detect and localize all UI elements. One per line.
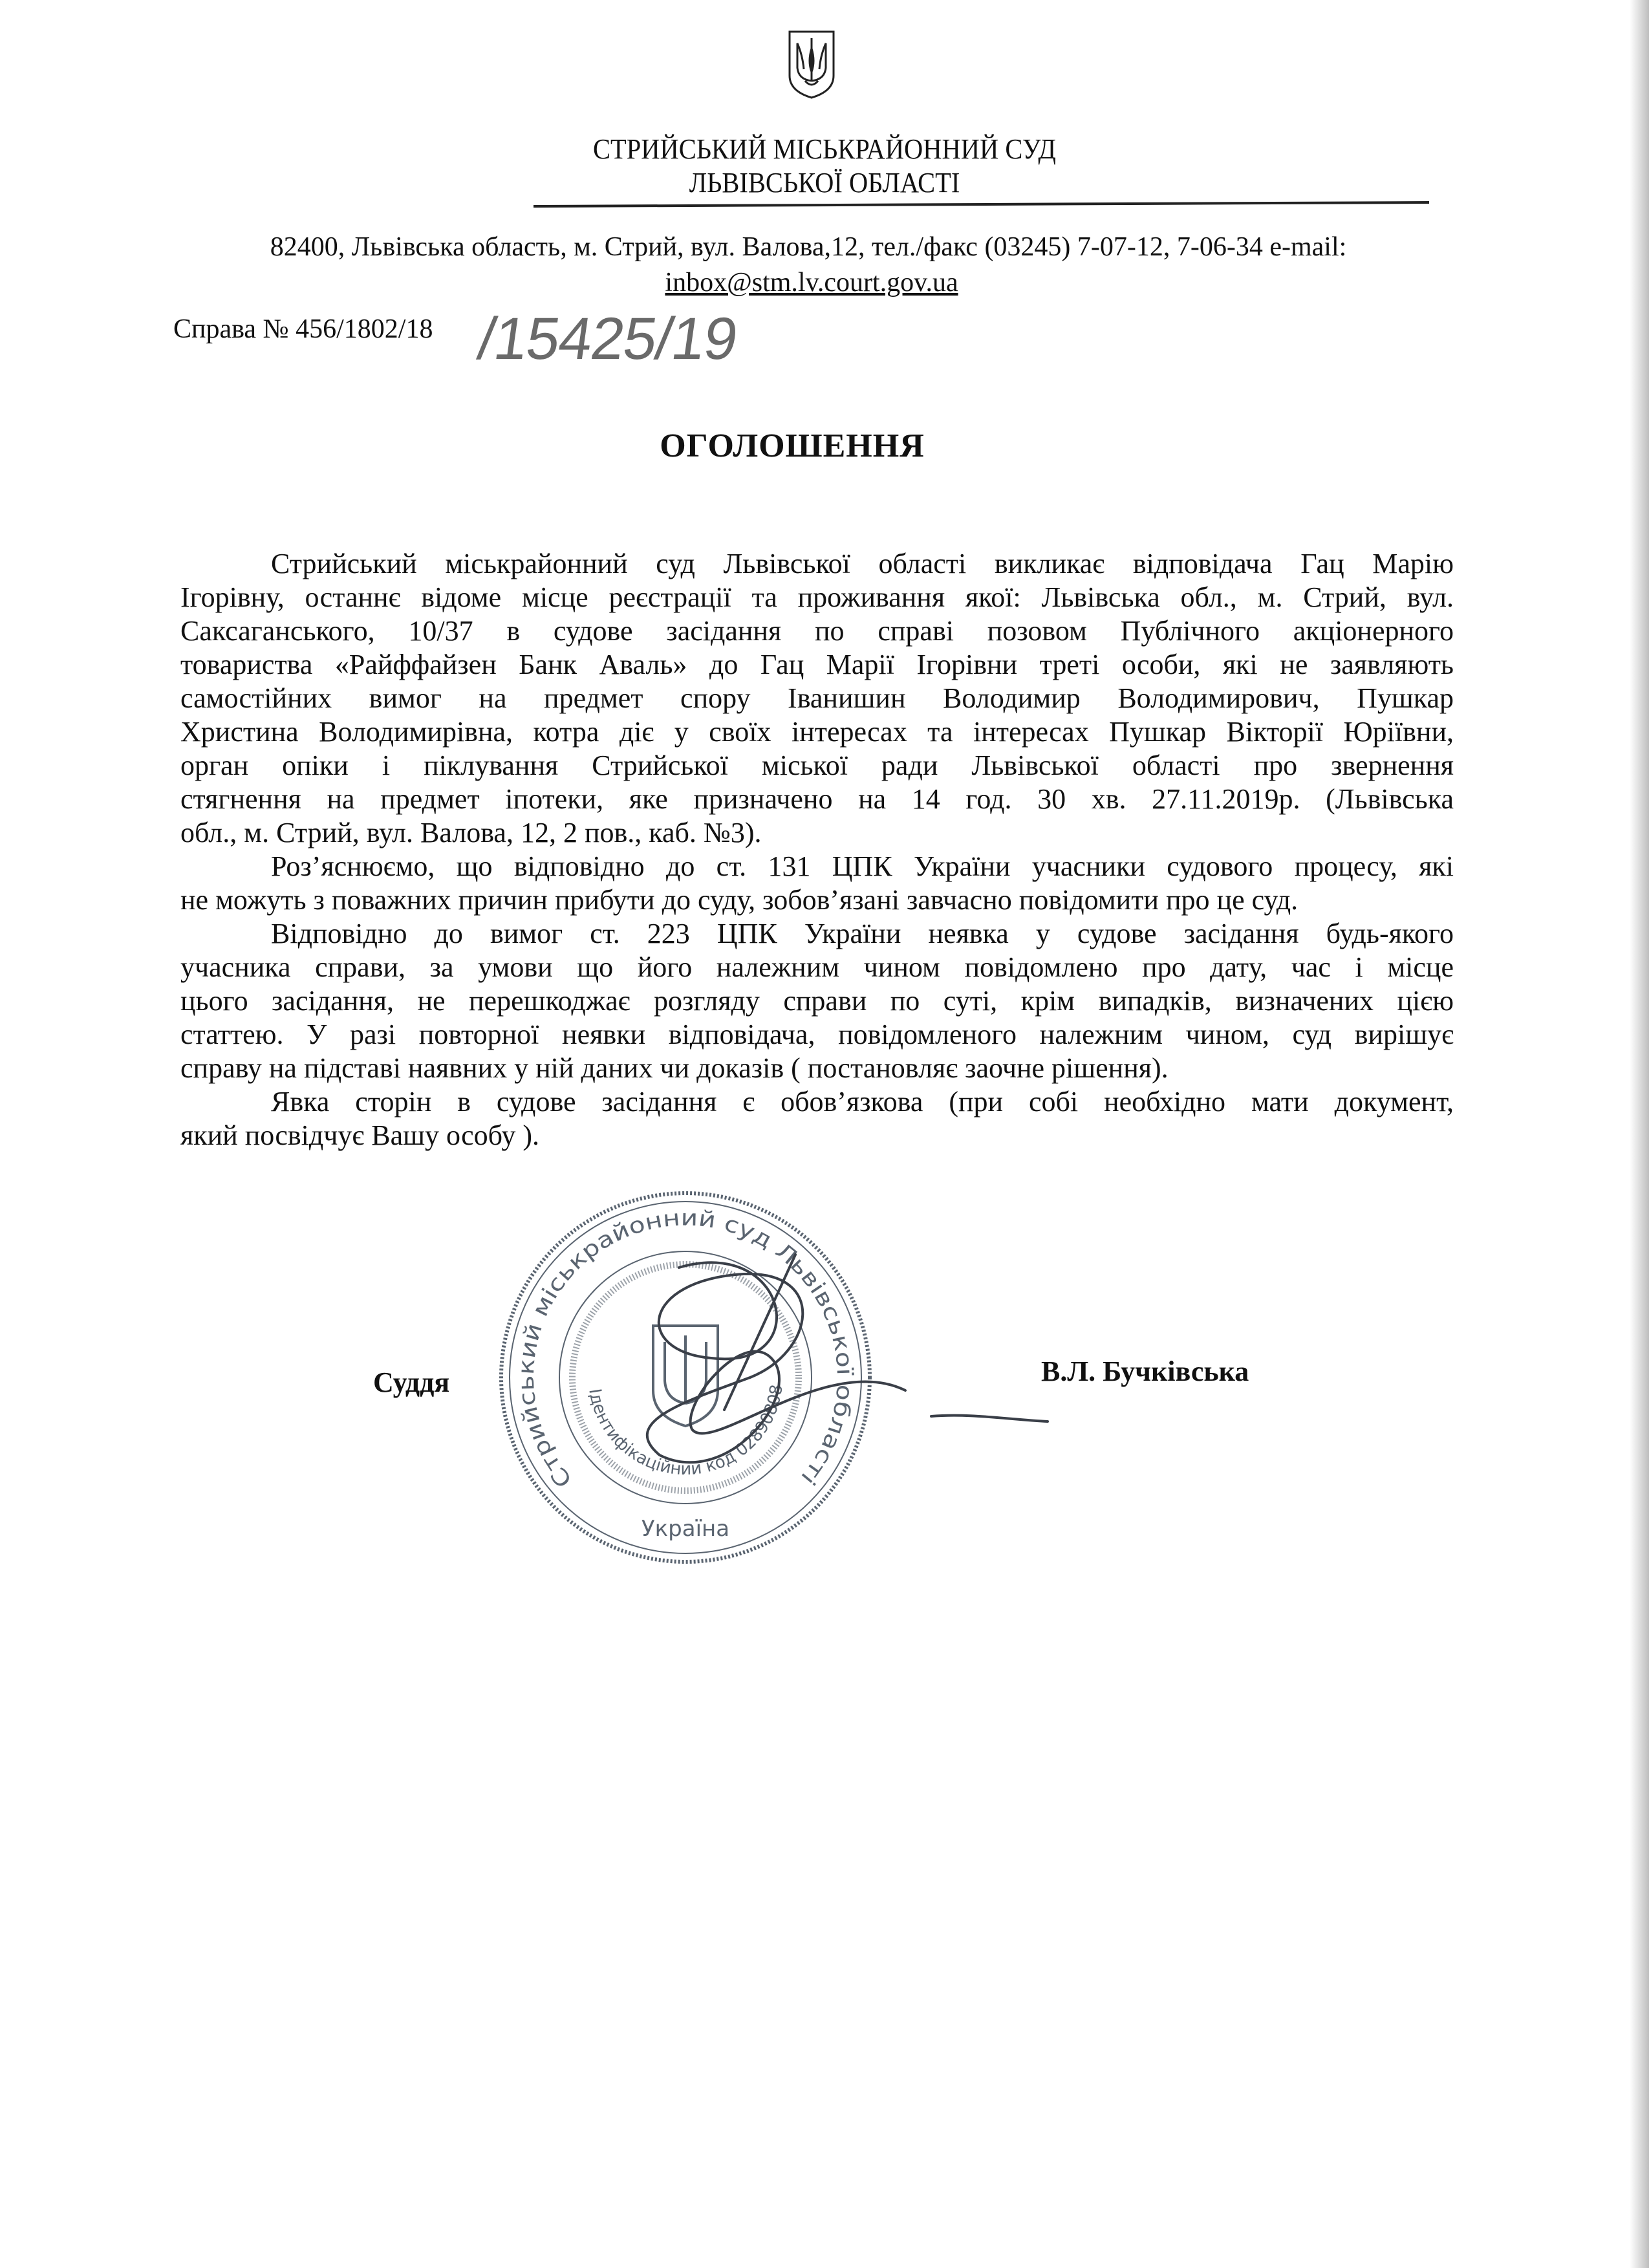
court-name-line2: ЛЬВІВСЬКОЇ ОБЛАСТІ [689,167,960,199]
paragraph-line: орган опіки і піклування Стрийської міської ради Львівської області про звернення [180,750,1454,781]
stamp-bottom-text: Україна [641,1516,730,1542]
paragraph-line: товариства «Райффайзен Банк Аваль» до Гац Марії Ігорівни треті особи, які не заявляють [180,649,1454,680]
paragraph-line: Стрийський міськрайонний суд Львівської області викликає відповідача Гац Марію [271,548,1454,579]
paragraph-line: стягнення на предмет іпотеки, яке призначено на 14 год. 30 хв. 27.11.2019р. (Львівська [180,783,1454,815]
case-number: Справа № 456/1802/18 [173,314,433,344]
court-name-line1: СТРИЙСЬКИЙ МІСЬКРАЙОННИЙ СУД [593,133,1056,165]
paragraph-line: Ігорівну, останнє відоме місце реєстрації та проживання якої: Львівська обл., м. Стрий, вул. [180,581,1454,613]
paragraph-line: цього засідання, не перешкоджає розгляду справи по суті, крім випадків, визначених цією [180,985,1454,1017]
paragraph-line: справу на підставі наявних у ній даних чи доказів ( постановляє заочне рішення). [180,1052,1169,1084]
handwritten-case-number-text: /15425/19 [474,305,742,372]
header-divider [534,201,1429,208]
paragraph-line: Відповідно до вимог ст. 223 ЦПК України неявка у судове засідання будь-якого [271,918,1454,949]
trident-emblem-icon [786,29,837,100]
paragraph-line: учасника справи, за умови що його належним чином повідомлено про дату, час і місце [180,951,1454,983]
paragraph-line: Роз’яснюємо, що відповідно до ст. 131 ЦПК України учасники судового процесу, які [271,850,1454,882]
paragraph-line: не можуть з поважних причин прибути до суду, зобов’язані завчасно повідомити про це суд. [180,884,1299,916]
paragraph-line: Христина Володимирівна, котра діє у своїх інтересах та інтересах Пушкар Вікторії Юріївни, [180,716,1454,748]
judge-name: В.Л. Бучківська [1041,1355,1249,1387]
email-link[interactable]: inbox@stm.lv.court.gov.ua [665,268,958,297]
document-heading: ОГОЛОШЕННЯ [660,427,925,464]
paragraph-line: статтею. У разі повторної неявки відповідача, повідомленого належним чином, суд вирішує [180,1019,1454,1050]
announcement-body [180,547,1454,1152]
court-address: 82400, Львівська область, м. Стрий, вул. Валова,12, тел./факс (03245) 7-07-12, 7-06-34 e-mail: [270,232,1347,262]
court-email [0,267,1623,298]
paragraph-line: обл., м. Стрий, вул. Валова, 12, 2 пов., каб. №3). [180,817,762,848]
scan-edge [1630,0,1649,2268]
judge-title: Суддя [373,1366,450,1398]
paragraph-line: самостійних вимог на предмет спору Іванишин Володимир Володимирович, Пушкар [180,682,1454,714]
stamp-inner-text: Ідентифікаційний код 02890808 [585,1383,787,1480]
paragraph-line: який посвідчує Вашу особу ). [180,1119,540,1151]
handwritten-case-number [472,294,763,378]
paragraph-line: Явка сторін в судове засідання є обов’язкова (при собі необхідно мати документ, [271,1086,1454,1118]
stamp-outer-text: Стрийський міськрайонний суд Львівської області [513,1205,858,1493]
paragraph-line: Саксаганського, 10/37 в судове засідання по справі позовом Публічного акціонерного [180,615,1454,647]
handwritten-signature [582,1242,1073,1500]
